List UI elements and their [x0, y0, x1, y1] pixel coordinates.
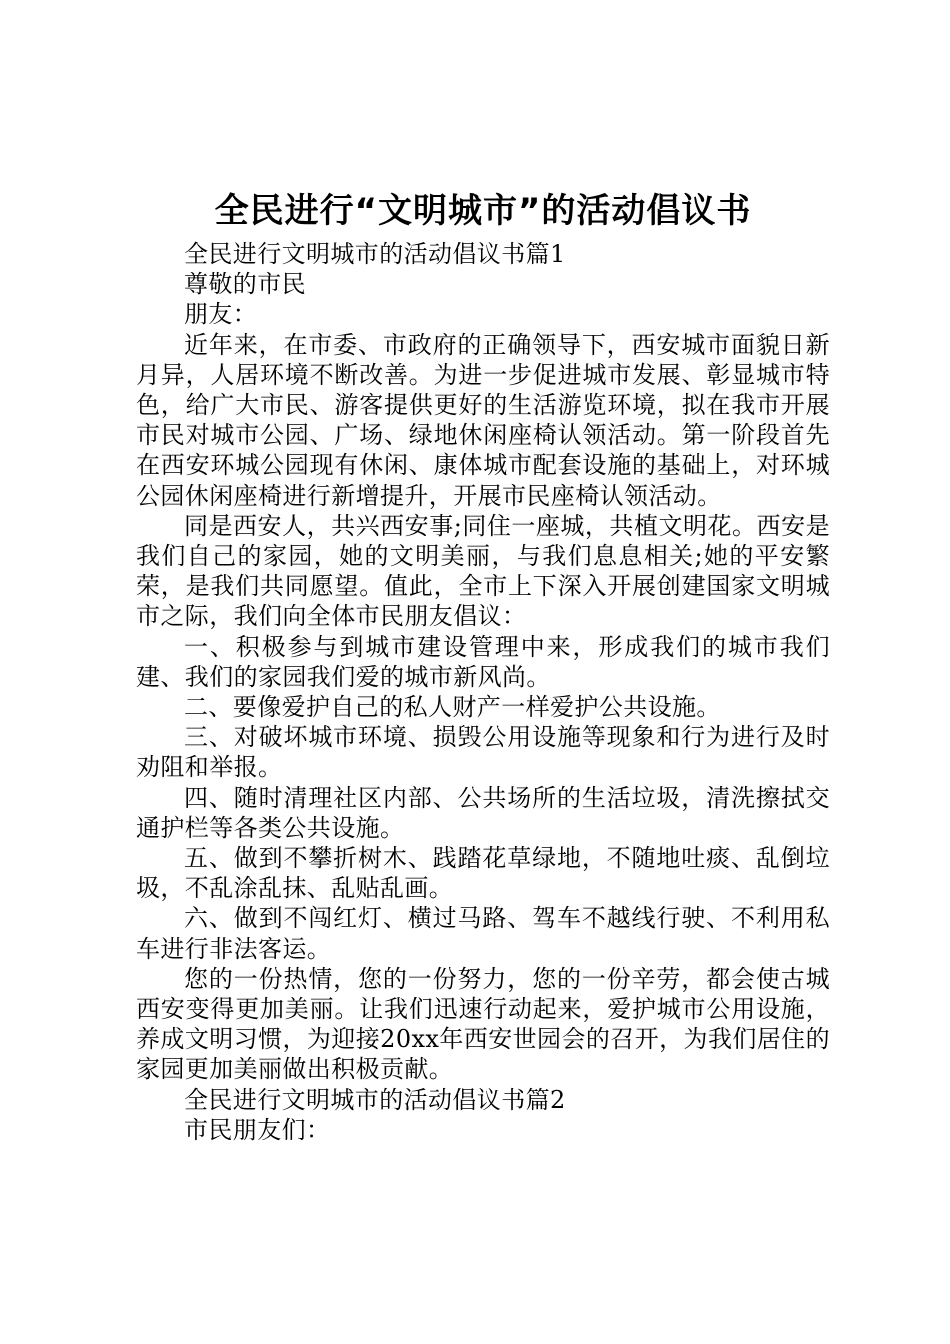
proposal-item-4: 四、随时清理社区内部、公共场所的生活垃圾，清洗擦拭交通护栏等各类公共设施。 — [136, 783, 830, 842]
salutation-line-3: 市民朋友们： — [184, 1115, 331, 1144]
document-title: 全民进行“文明城市”的活动倡议书 — [214, 191, 752, 231]
proposal-item-1: 一、积极参与到城市建设管理中来，形成我们的城市我们建、我们的家园我们爱的城市新风尚。 — [136, 632, 830, 691]
proposal-item-2: 二、要像爱护自己的私人财产一样爱护公共设施。 — [184, 693, 721, 722]
paragraph: 近年来，在市委、市政府的正确领导下，西安城市面貌日新月异，人居环境不断改善。为进一步促进城市发展、彰显城市特色，给广大市民、游客提供更好的生活游览环境，拟在我市开展市民对城市公园、广场、绿地休闲座椅认领活动。第一阶段首先在西安环城公园现有休闲、康体城市配套设施的基础上，对环城公园休闲座椅进行新增提升，开展市民座椅认领活动。 — [136, 330, 830, 510]
paragraph: 同是西安人，共兴西安事;同住一座城，共植文明花。西安是我们自己的家园，她的文明美丽，与我们息息相关;她的平安繁荣，是我们共同愿望。值此，全市上下深入开展创建国家文明城市之际，我们向全体市民朋友倡议： — [136, 511, 830, 631]
section-heading-1: 全民进行文明城市的活动倡议书篇1 — [184, 240, 566, 268]
closing-paragraph: 您的一份热情，您的一份努力，您的一份辛劳，都会使古城西安变得更加美丽。让我们迅速行动起来，爱护城市公用设施，养成文明习惯，为迎接20xx年西安世园会的召开，为我们居住的家园更加美丽做出积极贡献。 — [136, 964, 830, 1084]
document-body — [136, 239, 830, 1145]
document-content — [136, 183, 830, 1145]
proposal-item-3: 三、对破坏城市环境、损毁公用设施等现象和行为进行及时劝阻和举报。 — [136, 723, 830, 782]
salutation-line-1: 尊敬的市民 — [184, 270, 306, 299]
section-heading-2: 全民进行文明城市的活动倡议书篇2 — [184, 1085, 566, 1114]
salutation-line-2: 朋友： — [184, 300, 258, 329]
proposal-item-6: 六、做到不闯红灯、横过马路、驾车不越线行驶、不利用私车进行非法客运。 — [136, 904, 830, 963]
proposal-item-5: 五、做到不攀折树木、践踏花草绿地，不随地吐痰、乱倒垃圾，不乱涂乱抹、乱贴乱画。 — [136, 844, 830, 903]
